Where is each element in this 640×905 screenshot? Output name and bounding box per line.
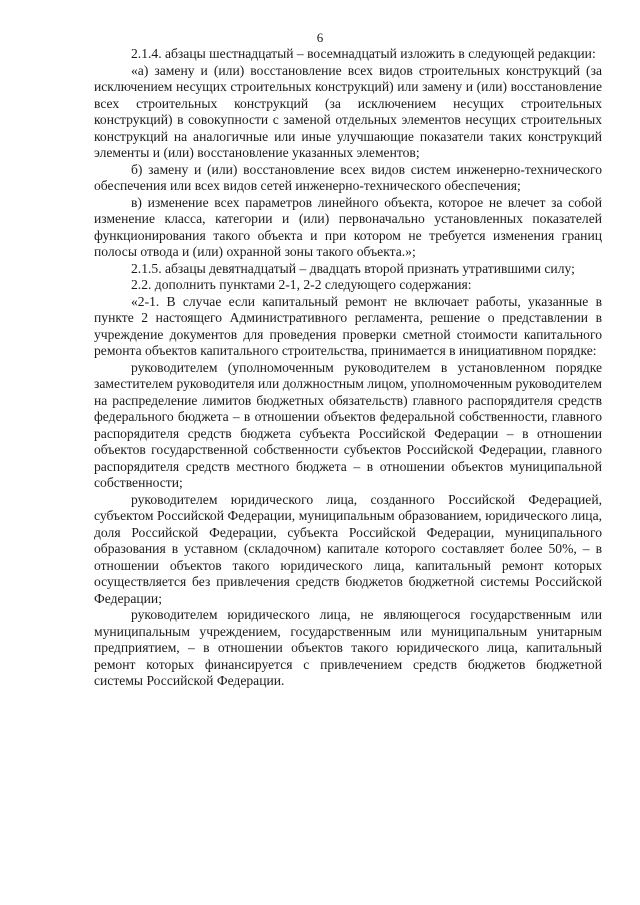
- paragraph-2-2: 2.2. дополнить пунктами 2-1, 2-2 следующего содержания:: [131, 277, 472, 292]
- paragraph-2-1-clause: «2-1. В случае если капитальный ремонт не включает работы, указанные в пункте 2 настоящего Административного регламента, решение о представлении в учреждение документов для проведения проверки сметной стоимости капитального ремонта объектов капитального строительства, принимается в инициативном порядке:: [94, 293, 602, 358]
- document-body: [94, 46, 602, 690]
- paragraph-legal-entity-head: руководителем юридического лица, созданного Российской Федерацией, субъектом Российской Федерации, муниципальным образованием, юридического лица, доля Российской Федерации, субъекта Российской Федерации, муниципального образования в уставном (складочном) капитале которого составляет более 50%, – в отношении объектов такого юридического лица, капитальный ремонт которых осуществляется без привлечения средств бюджетов бюджетной системы Российской Федерации;: [94, 491, 602, 606]
- paragraph-federal-head: руководителем (уполномоченным руководителем в установленном порядке заместителем руководителя или должностным лицом, уполномоченным руководителем на распределение лимитов бюджетных обязательств) главного распорядителя средств федерального бюджета – в отношении объектов федеральной собственности, главного распорядителя средств бюджета субъекта Российской Федерации – в отношении объектов государственной собственности субъектов Российской Федерации, главного распорядителя средств местного бюджета – в отношении объектов муниципальной собственности;: [94, 359, 602, 490]
- paragraph-item-b: б) замену и (или) восстановление всех видов систем инженерно-технического обеспечения или всех видов сетей инженерно-технического обеспечения;: [94, 161, 602, 193]
- paragraph-item-v: в) изменение всех параметров линейного объекта, которое не влечет за собой изменение класса, категории и (или) первоначально установленных показателей функционирования такого объекта и при котором не требуется изменения границ полосы отвода и (или) охранной зоны такого объекта.»;: [94, 194, 602, 259]
- page-number: 6: [316, 30, 324, 45]
- paragraph-non-state-entity-head: руководителем юридического лица, не являющегося государственным или муниципальным учреждением, государственным или муниципальным унитарным предприятием, – в отношении объектов такого юридического лица, капитальный ремонт которых финансируется с привлечением средств бюджетов бюджетной системы Российской Федерации.: [94, 607, 602, 688]
- paragraph-2-1-5: 2.1.5. абзацы девятнадцатый – двадцать второй признать утратившими силу;: [131, 260, 575, 276]
- paragraph-2-1-4: 2.1.4. абзацы шестнадцатый – восемнадцатый изложить в следующей редакции:: [131, 46, 596, 61]
- paragraph-item-a: «а) замену и (или) восстановление всех видов строительных конструкций (за исключением несущих строительных конструкций) или замену и (или) восстановление всех строительных конструкций (за исключением несущих строительных конструкций) в совокупности с заменой отдельных элементов несущих строительных конструкций на аналогичные или иные улучшающие показатели таких конструкций элементы и (или) восстановление указанных элементов;: [94, 62, 602, 160]
